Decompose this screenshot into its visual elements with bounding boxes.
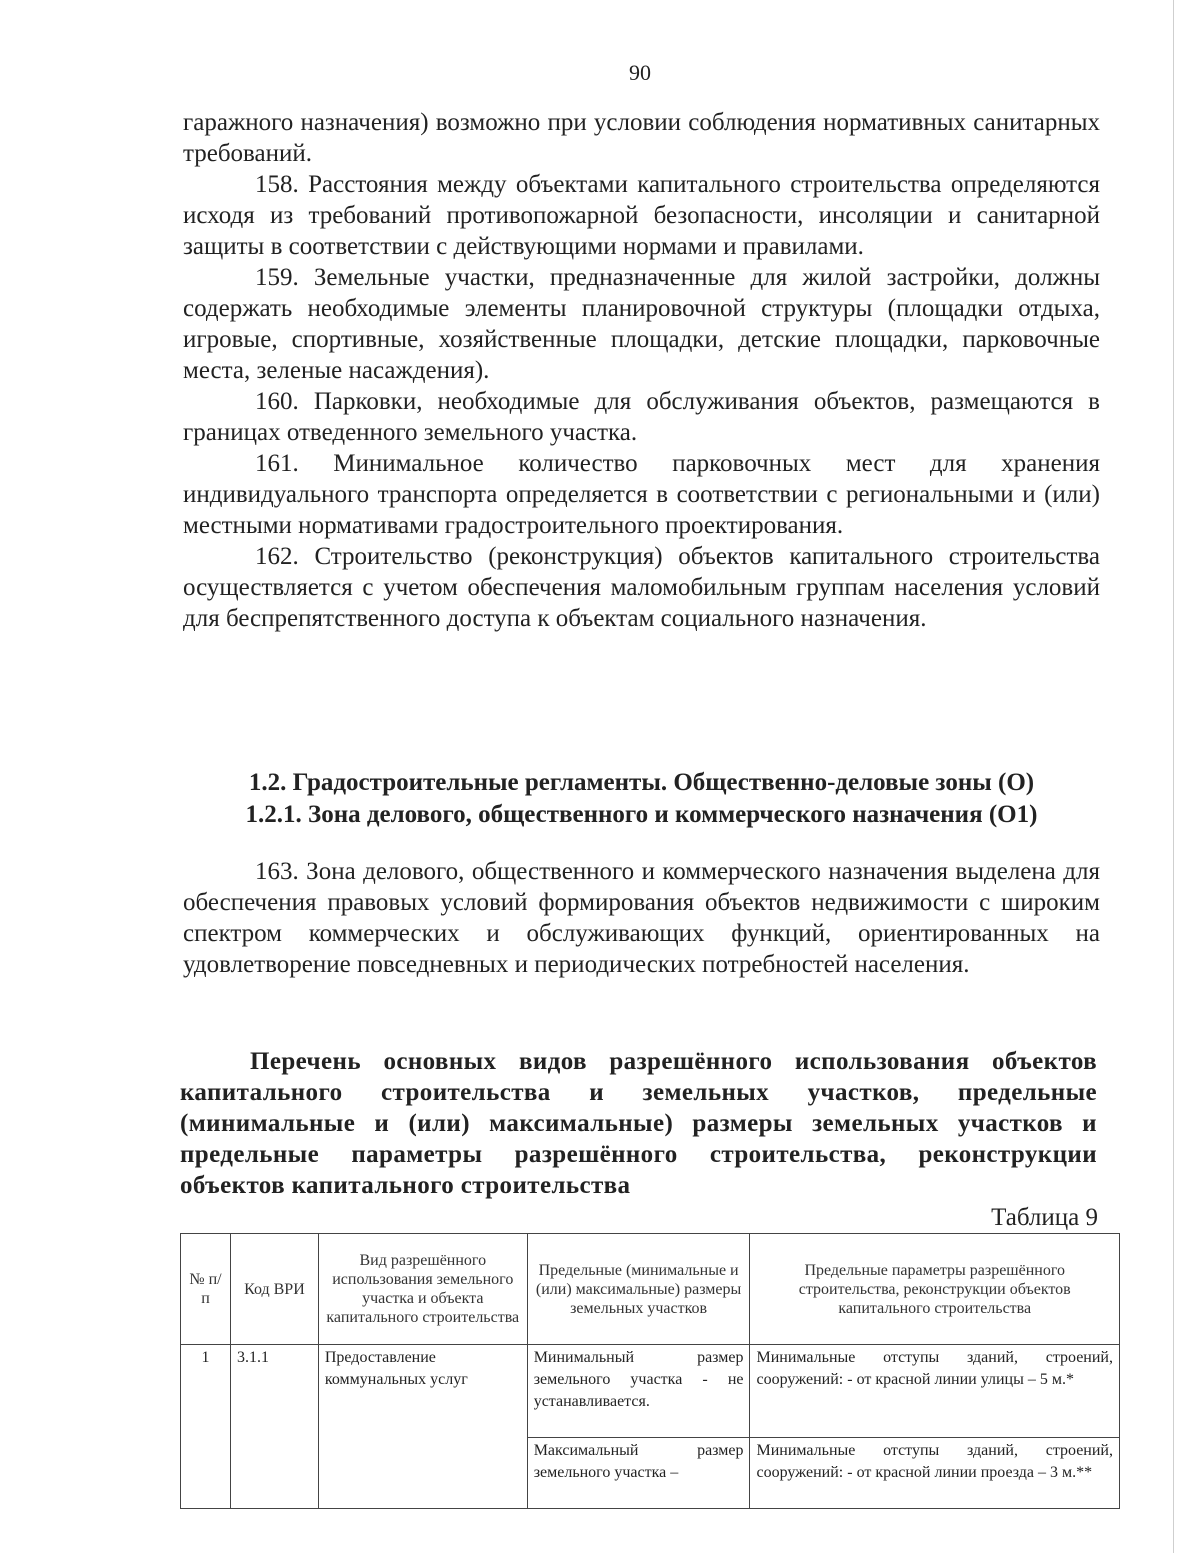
header-kind: Вид разрешённого использования земельного участка и объекта капитального строительства: [318, 1234, 527, 1345]
page-edge-line: [1173, 0, 1174, 1553]
section-heading: 1.2. Градостроительные регламенты. Общественно-деловые зоны (О): [248, 769, 1035, 796]
cell-code: 3.1.1: [230, 1345, 318, 1509]
cell-kind: Предоставление коммунальных услуг: [318, 1345, 527, 1509]
list-title: Перечень основных видов разрешённого использования объектов капитального строительства и земельных участков, предельные (минимальные и (или) максимальные) размеры земельных участков и предельные параметры разрешённого строительства, реконструкции объектов капитального строительства: [180, 1048, 1097, 1199]
header-code: Код ВРИ: [230, 1234, 318, 1345]
cell-size-max: Максимальный размер земельного участка –: [527, 1438, 750, 1509]
page-number: 90: [629, 60, 651, 85]
paragraph-continuation: гаражного назначения) возможно при условии соблюдения нормативных санитарных требований.: [183, 109, 1100, 167]
cell-param-2: Минимальные отступы зданий, строений, сооружений: - от красной линии проезда – 3 м.**: [750, 1438, 1120, 1509]
regulation-table: [180, 1233, 1120, 1509]
cell-size-min: Минимальный размер земельного участка - не устанавливается.: [527, 1345, 750, 1438]
zone-description: [183, 856, 1100, 980]
table-header-row: [181, 1234, 1120, 1345]
paragraph-161: 161. Минимальное количество парковочных мест для хранения индивидуального транспорта определяется в соответствии с региональными и (или) местными нормативами градостроительного проектирования.: [183, 450, 1100, 539]
cell-param-1: Минимальные отступы зданий, строений, сооружений: - от красной линии улицы – 5 м.*: [750, 1345, 1120, 1438]
paragraph-162: 162. Строительство (реконструкция) объектов капитального строительства осуществляется с учетом обеспечения маломобильным группам населения условий для беспрепятственного доступа к объектам социального назначения.: [183, 543, 1100, 632]
top-paragraphs: [183, 107, 1100, 634]
paragraph-159: 159. Земельные участки, предназначенные для жилой застройки, должны содержать необходимые элементы планировочной структуры (площадки отдыха, игровые, спортивные, хозяйственные площадки, детские площадки, парковочные места, зеленые насаждения).: [183, 264, 1100, 384]
header-size: Предельные (минимальные и (или) максимальные) размеры земельных участков: [527, 1234, 750, 1345]
header-num: № п/п: [181, 1234, 231, 1345]
subsection-heading: 1.2.1. Зона делового, общественного и коммерческого назначения (О1): [245, 801, 1038, 828]
header-params: Предельные параметры разрешённого строительства, реконструкции объектов капитального строительства: [750, 1234, 1120, 1345]
table-caption: Таблица 9: [991, 1204, 1098, 1231]
paragraph-163: 163. Зона делового, общественного и коммерческого назначения выделена для обеспечения правовых условий формирования объектов недвижимости с широким спектром коммерческих и обслуживающих функций, ориентированных на удовлетворение повседневных и периодических потребностей населения.: [183, 858, 1100, 978]
table-row: [181, 1345, 1120, 1438]
cell-num: 1: [181, 1345, 231, 1509]
paragraph-158: 158. Расстояния между объектами капитального строительства определяются исходя из требований противопожарной безопасности, инсоляции и санитарной защиты в соответствии с действующими нормами и правилами.: [183, 171, 1100, 260]
paragraph-160: 160. Парковки, необходимые для обслуживания объектов, размещаются в границах отведенного земельного участка.: [183, 388, 1100, 446]
